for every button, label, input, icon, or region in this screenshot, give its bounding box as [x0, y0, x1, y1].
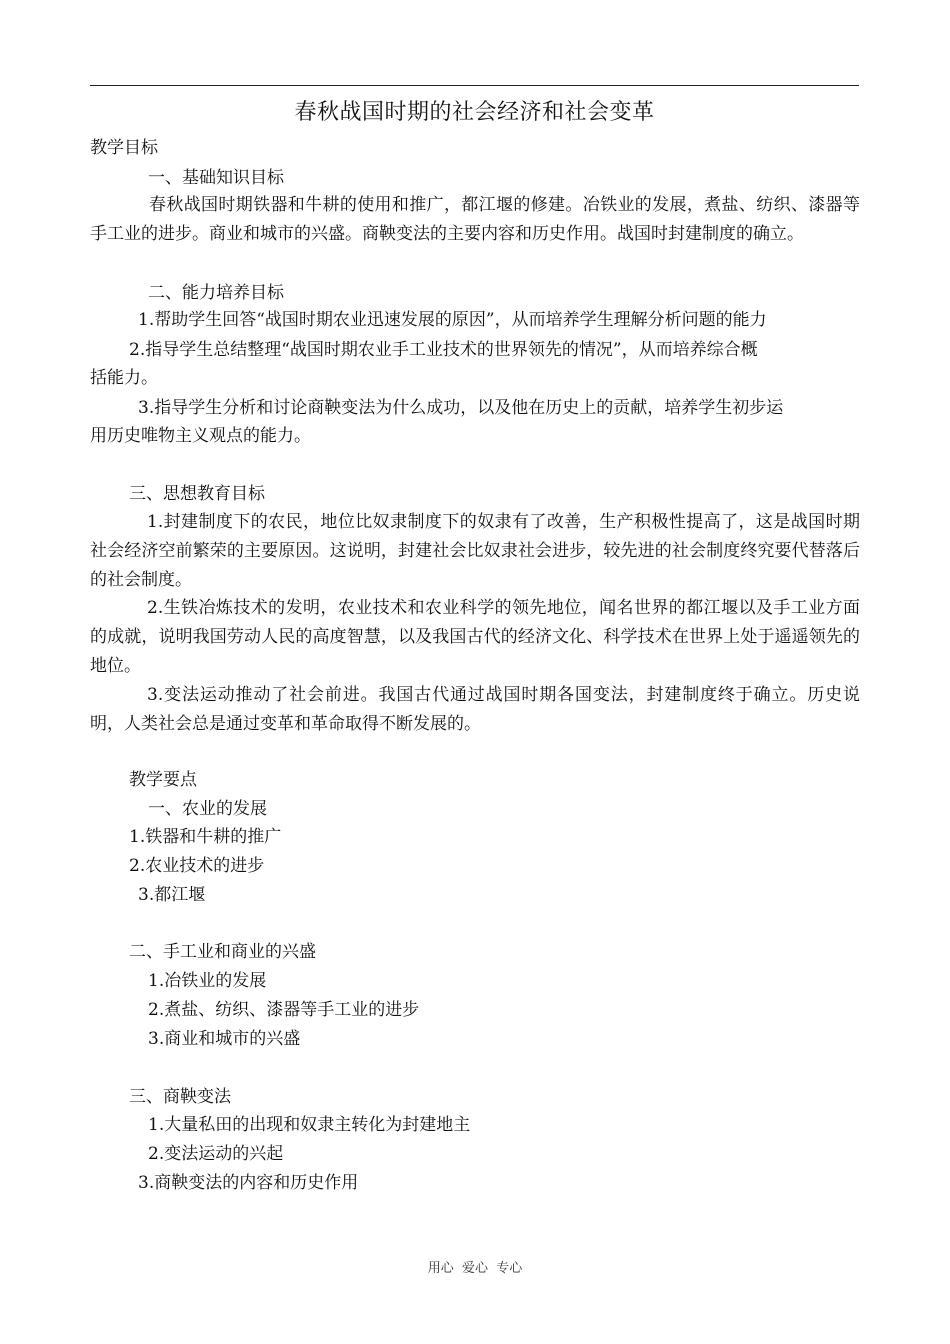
ideology-item-3: 3.变法运动推动了社会前进。我国古代通过战国时期各国变法，封建制度终于确立。历史说明，人类社会总是通过变革和革命取得不断发展的。 — [90, 685, 860, 734]
handicraft-item-1: 1.冶铁业的发展 — [148, 971, 267, 991]
ability-item-1: 1.帮助学生回答“战国时期农业迅速发展的原因”，从而培养学生理解分析问题的能力 — [138, 310, 767, 330]
ideology-item-1: 1.封建制度下的农民，地位比奴隶制度下的奴隶有了改善，生产积极性提高了，这是战国时期社会经济空前繁荣的主要原因。这说明，封建社会比奴隶社会进步，较先进的社会制度终究要代替落后的社会制度。 — [90, 512, 860, 590]
handicraft-heading: 二、手工业和商业的兴盛 — [129, 942, 316, 962]
key-points-heading: 教学要点 — [129, 770, 197, 790]
ideology-item-2: 2.生铁冶炼技术的发明，农业技术和农业科学的领先地位，闻名世界的都江堰以及手工业方面的成就，说明我国劳动人民的高度智慧，以及我国古代的经济文化、科学技术在世界上处于遥遥领先的地位。 — [90, 598, 860, 676]
reform-item-1: 1.大量私田的出现和奴隶主转化为封建地主 — [148, 1115, 471, 1135]
knowledge-objective-text: 春秋战国时期铁器和牛耕的使用和推广，都江堰的修建。冶铁业的发展，煮盐、纺织、漆器等手工业的进步。商业和城市的兴盛。商鞅变法的主要内容和历史作用。战国时封建制度的确立。 — [90, 195, 860, 244]
agriculture-item-1: 1.铁器和牛耕的推广 — [129, 827, 282, 847]
ideology-objective-heading: 三、思想教育目标 — [129, 484, 265, 504]
agriculture-item-3: 3.都江堰 — [138, 885, 206, 905]
agriculture-heading: 一、农业的发展 — [148, 799, 267, 819]
page-footer: 用心 爱心 专心 — [427, 1261, 523, 1276]
reform-heading: 三、商鞅变法 — [129, 1087, 231, 1107]
ability-objective-heading: 二、能力培养目标 — [148, 283, 284, 303]
ability-item-2-line-2: 括能力。 — [90, 368, 158, 388]
reform-item-2: 2.变法运动的兴起 — [148, 1144, 284, 1164]
reform-item-3: 3.商鞅变法的内容和历史作用 — [138, 1173, 359, 1193]
header-rule — [90, 85, 859, 86]
agriculture-item-2: 2.农业技术的进步 — [129, 856, 265, 876]
ability-item-2-line-1: 2.指导学生总结整理“战国时期农业手工业技术的世界领先的情况”，从而培养综合概 — [129, 340, 758, 360]
handicraft-item-2: 2.煮盐、纺织、漆器等手工业的进步 — [148, 1000, 420, 1020]
handicraft-item-3: 3.商业和城市的兴盛 — [148, 1029, 301, 1049]
knowledge-objective-heading: 一、基础知识目标 — [148, 168, 284, 188]
objectives-heading: 教学目标 — [90, 138, 158, 158]
document-title: 春秋战国时期的社会经济和社会变革 — [294, 100, 655, 125]
ability-item-3-line-1: 3.指导学生分析和讨论商鞅变法为什么成功，以及他在历史上的贡献，培养学生初步运 — [138, 398, 784, 418]
ability-item-3-line-2: 用历史唯物主义观点的能力。 — [90, 426, 311, 446]
